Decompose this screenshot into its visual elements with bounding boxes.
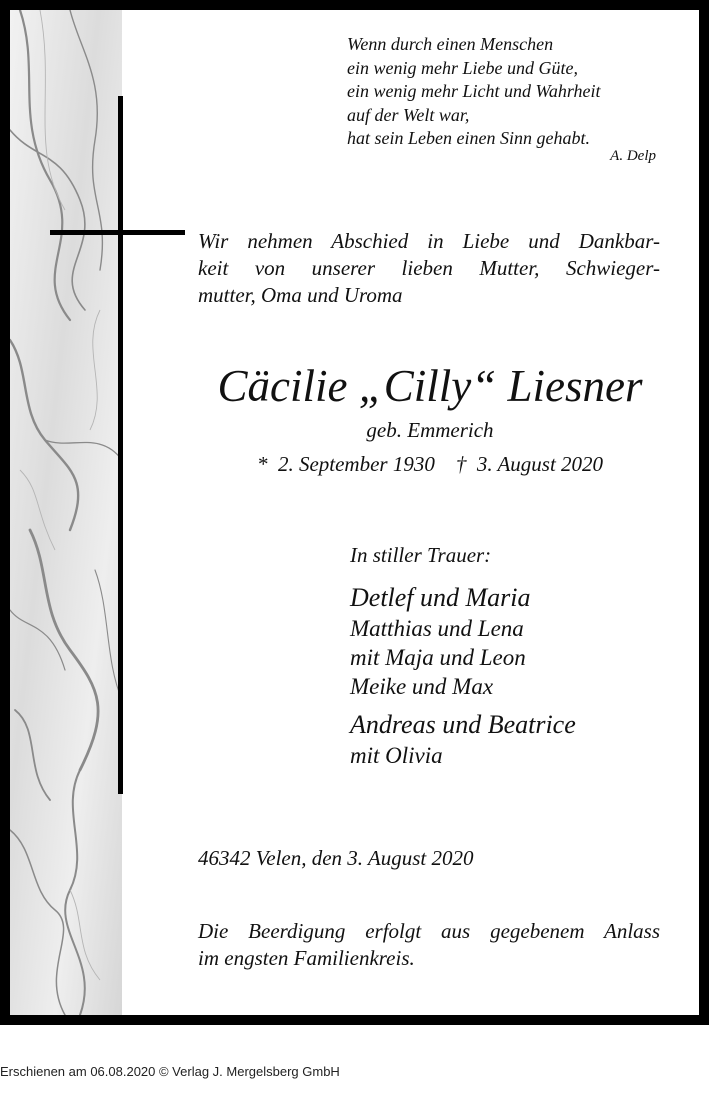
publication-footer: Erschienen am 06.08.2020 © Verlag J. Mergelsberg GmbH xyxy=(0,1064,340,1079)
funeral-line: im engsten Familienkreis. xyxy=(198,946,415,970)
quote-line: Wenn durch einen Menschen xyxy=(347,34,554,54)
intro-line: Wir nehmen Abschied in Liebe und Dankbar- xyxy=(198,229,660,253)
funeral-line: Die Beerdigung erfolgt aus gegebenem Anlass xyxy=(198,919,660,943)
family-member: Matthias und Lena xyxy=(350,616,524,641)
quote-line: auf der Welt war, xyxy=(347,104,470,125)
quote-line: ein wenig mehr Licht und Wahrheit xyxy=(347,81,601,101)
family-group xyxy=(350,582,680,701)
funeral-notice xyxy=(198,918,660,972)
family-member: mit Olivia xyxy=(350,743,443,768)
family-head: Detlef und Maria xyxy=(350,583,531,612)
deceased-name: Cäcilie „Cilly“ Liesner xyxy=(217,361,643,411)
family-member: mit Maja und Leon xyxy=(350,645,526,670)
cross-horizontal-bar xyxy=(50,230,185,235)
family-member: Meike und Max xyxy=(350,674,494,699)
family-list xyxy=(350,582,680,770)
mourning-label: In stiller Trauer: xyxy=(350,543,492,567)
quote-line: ein wenig mehr Liebe und Güte, xyxy=(347,57,578,78)
intro-line: mutter, Oma und Uroma xyxy=(198,283,403,307)
family-head: Andreas und Beatrice xyxy=(350,710,576,739)
quote-author: A. Delp xyxy=(610,148,656,164)
marble-strip-decoration xyxy=(10,10,122,1015)
quote-block xyxy=(347,33,677,151)
quote-line: hat sein Leben einen Sinn gehabt. xyxy=(347,128,590,148)
life-dates: * 2. September 1930 † 3. August 2020 xyxy=(256,452,604,476)
intro-line: keit von unserer lieben Mutter, Schwieger- xyxy=(198,256,660,280)
family-group xyxy=(350,709,680,770)
intro-text xyxy=(198,228,660,309)
cross-vertical-bar xyxy=(118,96,123,794)
birth-name: geb. Emmerich xyxy=(366,418,494,442)
place-date: 46342 Velen, den 3. August 2020 xyxy=(198,846,474,870)
